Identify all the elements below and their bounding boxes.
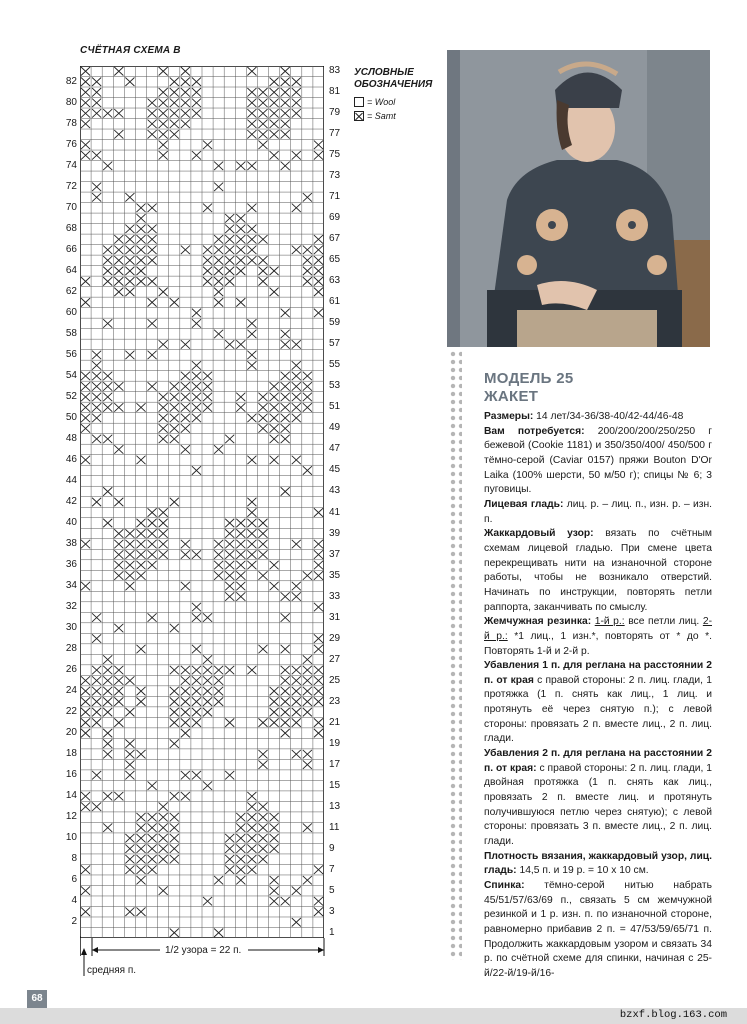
row-number: 63 <box>329 275 341 287</box>
row-number: 64 <box>65 264 77 276</box>
row-number: 58 <box>65 327 77 339</box>
legend-samt-label: = Samt <box>367 111 396 121</box>
legend-samt <box>354 111 396 121</box>
row-number: 16 <box>65 769 77 781</box>
para-jacquard: Жаккардовый узор: вязать по счётным схемам лицевой гладью. При смене цвета перекрещивать нити на изнаночной стороне работы, чтобы не возникало отверстий. Начинать по инструкции, повторять петли раппорта, заканчивать по смыслу. <box>484 528 713 613</box>
row-number: 79 <box>329 107 341 119</box>
para-stockinette: Лицевая гладь: лиц. р. – лиц. п., изн. р. – изн. п. <box>484 498 712 525</box>
photo-strip <box>447 50 460 347</box>
row-number: 62 <box>65 285 77 297</box>
row-number: 5 <box>329 884 335 896</box>
row-number: 14 <box>65 790 77 802</box>
row-number: 76 <box>65 138 77 150</box>
row-number: 49 <box>329 422 341 434</box>
row-number: 77 <box>329 128 341 140</box>
legend-title-line1: УСЛОВНЫЕ <box>354 67 414 78</box>
row-number: 18 <box>65 748 77 760</box>
model-title <box>484 370 574 406</box>
row-number: 47 <box>329 443 341 455</box>
row-number: 52 <box>65 390 77 402</box>
para-gauge: Плотность вязания, жаккардовый узор, лиц. гладь: 14,5 п. и 19 р. = 10 х 10 см. <box>484 850 712 877</box>
model-number: МОДЕЛЬ 25 <box>484 370 574 387</box>
row-number: 28 <box>65 643 77 655</box>
row-number: 74 <box>65 159 77 171</box>
row-number: 30 <box>65 622 77 634</box>
cross-square-icon <box>354 111 364 121</box>
row-number: 3 <box>329 905 335 917</box>
row-number: 66 <box>65 243 77 255</box>
row-number: 78 <box>65 117 77 129</box>
legend-wool-label: = Wool <box>367 97 396 107</box>
row-number: 69 <box>329 212 341 224</box>
row-number: 42 <box>65 496 77 507</box>
chart-title: СЧЁТНАЯ СХЕМА В <box>80 45 181 56</box>
row-number: 35 <box>329 569 341 581</box>
row-number: 60 <box>65 306 77 318</box>
row-number: 45 <box>329 464 341 476</box>
row-number: 24 <box>65 685 77 697</box>
row-number: 70 <box>65 201 77 213</box>
row-number: 31 <box>329 611 341 623</box>
middle-stitch-label: средняя п. <box>87 965 137 976</box>
row-number: 54 <box>65 369 77 381</box>
row-number: 48 <box>65 432 77 444</box>
row-number: 72 <box>65 180 77 192</box>
row-number: 65 <box>329 254 341 266</box>
row-number: 9 <box>329 842 335 854</box>
row-number: 80 <box>65 96 77 108</box>
row-number: 12 <box>65 811 77 823</box>
row-number: 37 <box>329 548 341 560</box>
site-watermark: bzxf.blog.163.com <box>619 1009 727 1021</box>
row-number: 1 <box>329 926 335 938</box>
instructions-text <box>484 410 712 982</box>
model-item: ЖАКЕТ <box>484 388 539 405</box>
row-number: 41 <box>329 506 341 518</box>
model-photo <box>447 50 710 347</box>
row-number: 23 <box>329 695 341 707</box>
row-number: 13 <box>329 800 341 812</box>
row-number: 4 <box>71 895 77 907</box>
row-number: 29 <box>329 632 341 644</box>
row-number: 38 <box>65 538 77 550</box>
row-number: 17 <box>329 758 341 770</box>
empty-square-icon <box>354 97 364 107</box>
row-number: 34 <box>65 580 77 592</box>
row-number: 75 <box>329 149 341 161</box>
row-number: 50 <box>65 411 77 423</box>
row-number: 44 <box>65 474 77 486</box>
row-number: 11 <box>329 821 340 833</box>
para-back: Спинка: тёмно-серой нитью набрать 45/51/57/63/69 п., связать 5 см жемчужной резинкой и 1 р. изн. п. по изнаночной стороне, равномерно прибавив 2 п. = 47/53/59/65/71 п. Продолжить жаккардовым узором и связать 34 р. по счётной схеме для спинки, начиная с 25-й/22-й/19-й/16- <box>484 880 712 979</box>
row-number: 43 <box>329 485 341 497</box>
knitting-chart-grid <box>80 66 324 938</box>
row-number: 82 <box>65 75 77 87</box>
row-number: 6 <box>71 874 77 886</box>
row-number: 67 <box>329 233 341 245</box>
row-number: 83 <box>329 65 341 77</box>
row-number: 53 <box>329 380 341 392</box>
legend-wool <box>354 97 395 107</box>
row-number: 2 <box>71 916 77 928</box>
row-number: 20 <box>65 727 77 739</box>
page-number: 68 <box>27 990 47 1008</box>
row-number: 73 <box>329 170 341 182</box>
row-number: 26 <box>65 664 77 676</box>
para-sizes: Размеры: 14 лет/34-36/38-40/42-44/46-48 <box>484 411 684 422</box>
row-number: 36 <box>65 559 77 571</box>
legend-title <box>354 67 432 91</box>
para-decrease-1: Убавления 1 п. для реглана на расстоянии 2 п. от края с правой стороны: 2 п. лиц. глади, 1 протяжка (1 п. снять как лиц., 1 лиц. и протянуть её через снятую п.); с левой стороны: провязать 2 п. вместе лиц., 2 п. лиц. глади. <box>484 660 712 745</box>
row-number: 10 <box>65 832 77 844</box>
legend-title-line2: ОБОЗНАЧЕНИЯ <box>354 79 433 90</box>
row-number: 46 <box>65 453 77 465</box>
row-number: 33 <box>329 590 341 602</box>
row-number: 81 <box>329 86 341 98</box>
row-number: 22 <box>65 706 77 718</box>
para-seed-rib: Жемчужная резинка: 1-й р.: все петли лиц. 2-й р.: *1 лиц., 1 изн.*, повторять от * до *. Повторять 1-й и 2-й р. <box>484 616 712 657</box>
row-number: 56 <box>65 348 77 360</box>
row-number: 71 <box>329 191 341 203</box>
row-number: 8 <box>71 853 77 865</box>
para-materials: Вам потребуется: 200/200/200/250/250 г бежевой (Cookie 1181) и 350/350/400/ 450/500 г тёмно-серой (Caviar 0157) пряжи Bouton D'Or Laika (100% шерсти, 50 м/50 г); спицы № 6; 3 пуговицы. <box>484 425 712 496</box>
row-number: 59 <box>329 317 341 329</box>
row-number: 40 <box>65 517 77 528</box>
row-number: 15 <box>329 779 341 791</box>
row-number: 61 <box>329 296 341 308</box>
row-number: 51 <box>329 401 341 413</box>
row-number: 25 <box>329 674 341 686</box>
row-number: 68 <box>65 222 77 234</box>
row-number: 57 <box>329 338 341 350</box>
row-number: 55 <box>329 359 341 371</box>
para-decrease-2: Убавления 2 п. для реглана на расстоянии 2 п. от края: с правой стороны: 2 п. лиц. глади, 1 двойная протяжка (1 п. снять как лиц., провязать 2 п. вместе лиц. и протянуть получившуюся петлю через снятую); с левой стороны: провязать 3 п. вместе лиц., 2 п. лиц. глади. <box>484 748 712 848</box>
row-number: 7 <box>329 863 335 875</box>
dotted-divider <box>449 350 462 960</box>
row-number: 19 <box>329 737 341 749</box>
row-number: 21 <box>329 716 341 728</box>
row-number: 39 <box>329 527 341 539</box>
row-number: 27 <box>329 653 341 665</box>
row-number: 32 <box>65 601 77 613</box>
half-repeat-label: 1/2 узора = 22 п. <box>165 945 242 956</box>
